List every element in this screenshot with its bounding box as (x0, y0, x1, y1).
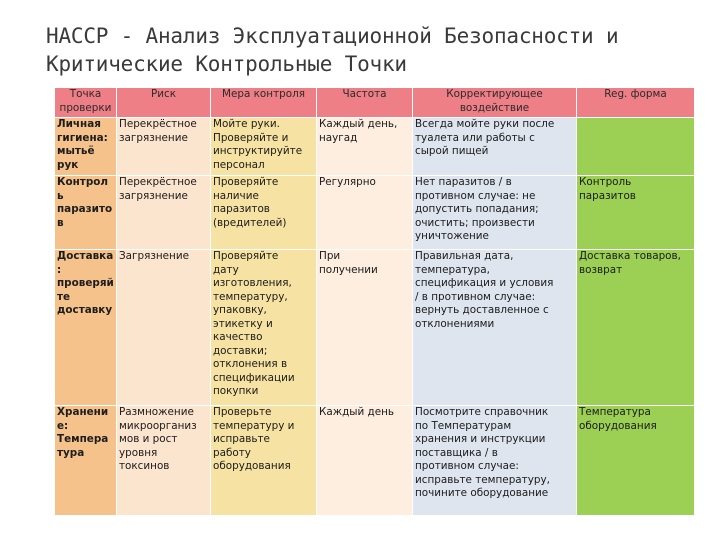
cell-point: Личная гигиена: мытьё рук (55, 118, 117, 176)
header-cell-point: Точка проверки (55, 88, 117, 118)
table-header-row (55, 88, 695, 118)
table-row (55, 406, 695, 516)
cell-control: Проверяйте дату изготовления, температуру, упаковку, этикетку и качество доставки; отклонения в спецификации покупки (211, 250, 317, 406)
cell-point: Хранение: Температура (55, 406, 117, 516)
cell-corrective: Всегда мойте руки после туалета или работы с сырой пищей (413, 118, 577, 176)
table-row (55, 176, 695, 250)
table-row (55, 118, 695, 176)
header-cell-corrective: Корректирующее воздействие (413, 88, 577, 118)
cell-point: Доставка: проверяйте доставку (55, 250, 117, 406)
cell-risk: Перекрёстное загрязнение (117, 118, 211, 176)
header-cell-risk: Риск (117, 88, 211, 118)
cell-control: Проверяйте наличие паразитов (вредителей) (211, 176, 317, 250)
cell-frequency: Регулярно (317, 176, 413, 250)
cell-form: Контроль паразитов (577, 176, 695, 250)
cell-frequency: При получении (317, 250, 413, 406)
table-row (55, 250, 695, 406)
cell-form (577, 118, 695, 176)
cell-risk: Размножение микроорганиз мов и рост уровня токсинов (117, 406, 211, 516)
cell-form: Доставка товаров, возврат (577, 250, 695, 406)
cell-control: Мойте руки. Проверяйте и инструктируйте персонал (211, 118, 317, 176)
header-cell-frequency: Частота (317, 88, 413, 118)
cell-point: Контроль паразитов (55, 176, 117, 250)
title-line-2: Критические Контрольные Точки (46, 52, 407, 76)
header-cell-control: Мера контроля (211, 88, 317, 118)
cell-form: Температура оборудования (577, 406, 695, 516)
cell-corrective: Нет паразитов / в противном случае: не допустить попадания; очистить; произвести уничтожение (413, 176, 577, 250)
cell-control: Проверьте температуру и исправьте работу оборудования (211, 406, 317, 516)
page-title (46, 22, 706, 78)
cell-risk: Перекрёстное загрязнение (117, 176, 211, 250)
cell-risk: Загрязнение (117, 250, 211, 406)
cell-frequency: Каждый день (317, 406, 413, 516)
cell-frequency: Каждый день, наугад (317, 118, 413, 176)
haccp-table (54, 87, 695, 516)
title-line-1: HACCP - Анализ Эксплуатационной Безопасности и (46, 24, 619, 48)
cell-corrective: Посмотрите справочник по Температурам хранения и инструкции поставщика / в противном случае: исправьте температуру, почините оборудование (413, 406, 577, 516)
cell-corrective: Правильная дата, температура, спецификация и условия / в противном случае: вернуть доставленное с отклонениями (413, 250, 577, 406)
header-cell-form: Reg. форма (577, 88, 695, 118)
